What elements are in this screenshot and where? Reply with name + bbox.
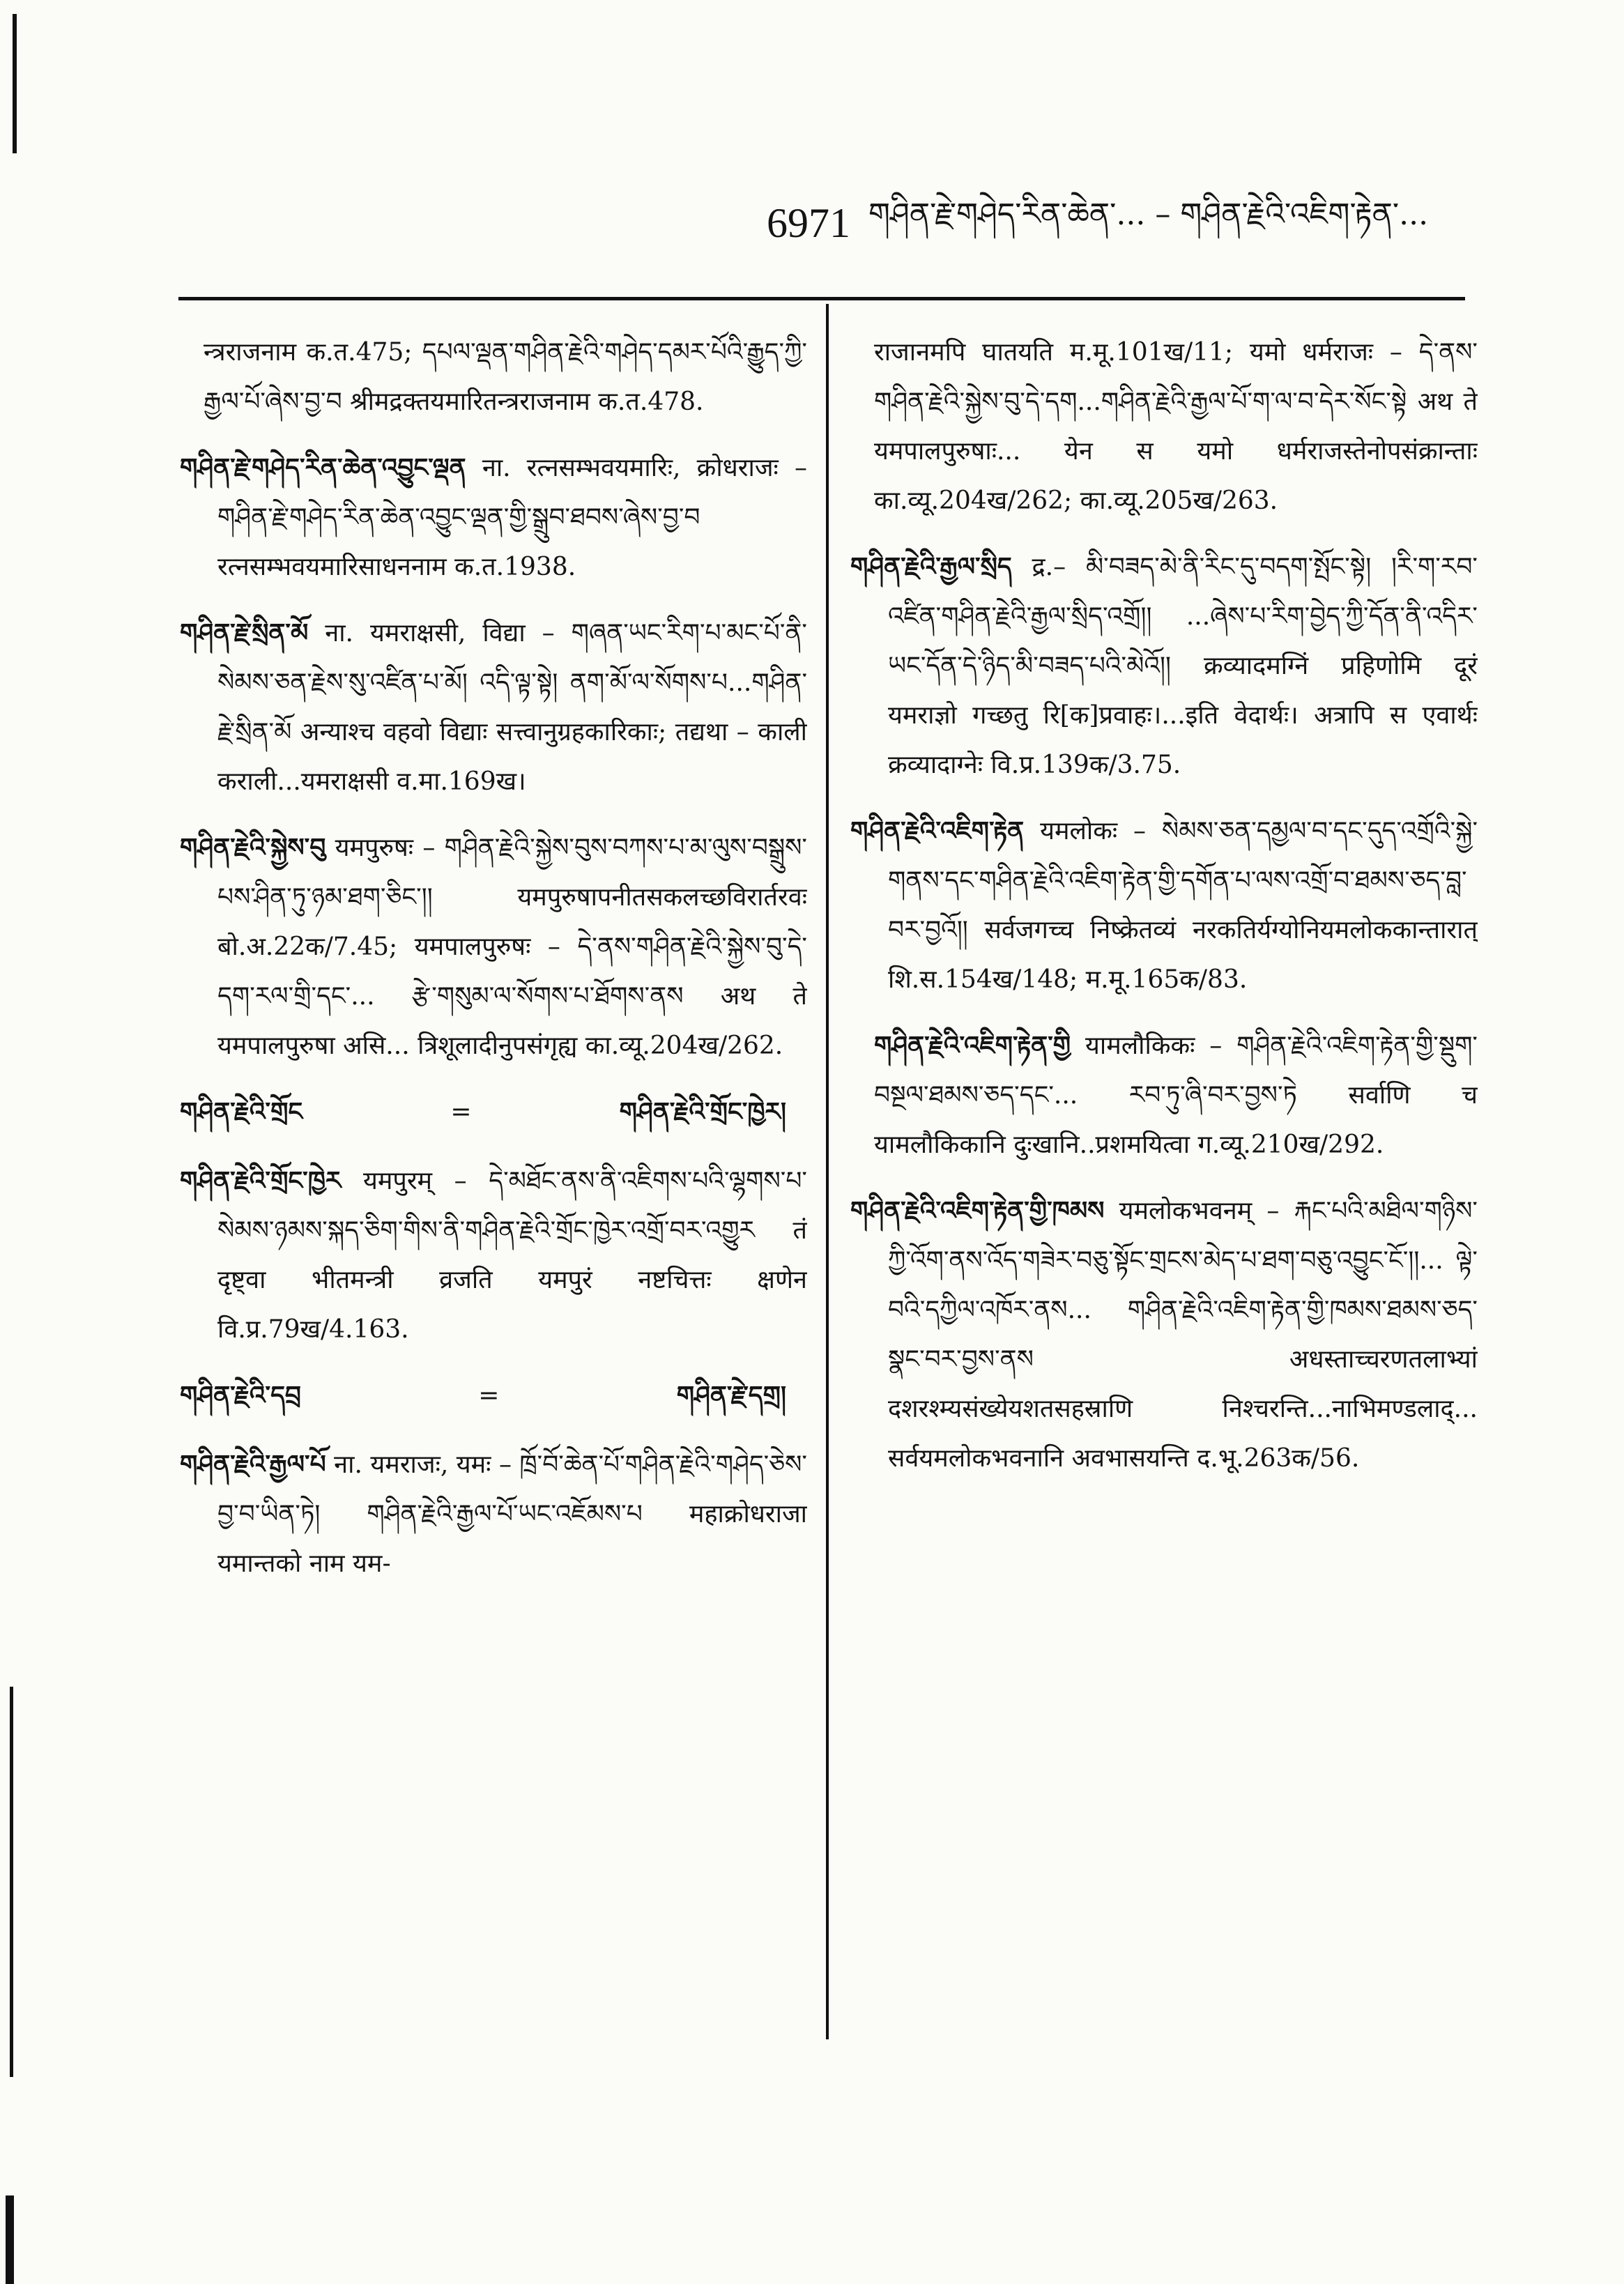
- page-number: 6971: [767, 199, 850, 246]
- entry-headword: གཤིན་རྗེའི་སྐྱེས་བུ: [180, 833, 326, 862]
- dictionary-entry: [850, 542, 1478, 790]
- xref-equals-sign: =: [450, 1098, 472, 1126]
- entry-headword: གཤིན་རྗེའི་འཇིག་རྟེན་གྱི་ཁམས: [850, 1196, 1105, 1225]
- dictionary-entry: [180, 443, 807, 592]
- xref-headword: གཤིན་རྗེའི་གྲོང: [180, 1097, 303, 1126]
- dictionary-subentry: [850, 1021, 1478, 1170]
- dictionary-entry: [180, 823, 807, 1071]
- entry-body: न्त्रराजनाम क.त.475; དཔལ་ལྡན་གཤིན་རྗེའི་གཤེད་དམར་པོའི་རྒྱུད་ཀྱི་རྒྱལ་པོ་ཞེས་བྱ་བ श्रीमद्रक्तयमारितन्त्रराजनाम क.त.478.: [204, 338, 807, 416]
- entry-headword: གཤིན་རྗེའི་རྒྱལ་སྲིད: [850, 552, 1012, 581]
- scan-edge-mark-bottom: [6, 2195, 14, 2284]
- page-header: [767, 188, 1478, 258]
- entry-headword: གཤིན་རྗེའི་འཇིག་རྟེན་གྱི: [874, 1031, 1071, 1060]
- dictionary-entry: [180, 1156, 807, 1354]
- dictionary-entry: [180, 328, 807, 427]
- xref-headword: གཤིན་རྗེའི་དབྲ: [180, 1381, 301, 1410]
- entry-body: यमपुरुषः – གཤིན་རྗེའི་སྐྱེས་བུས་བཀས་པ་མ་ལུས་བསྒྲུས་པས་ཤིན་ཏུ་ཉམ་ཐག་ཅིང་།། यमपुरुषापनीतसकलच्छविरार्तरवः बो.अ.22क/7.45; यमपालपुरुषः – དེ་ནས་གཤིན་རྗེའི་སྐྱེས་བུ་དེ་དག་རལ་གྲི་དང་... རྩེ་གསུམ་ལ་སོགས་པ་ཐོགས་ནས अथ ते यमपालपुरुषा असि... त्रिशूलादीनुपसंगृह्य का.व्यू.204ख/262.: [217, 834, 807, 1060]
- xref-equals-sign: =: [478, 1381, 500, 1410]
- entry-headword: གཤིན་རྗེའི་འཇིག་རྟེན: [850, 816, 1025, 845]
- entry-body: यामलौकिकः – གཤིན་རྗེའི་འཇིག་རྟེན་གྱི་སྡུག་བསྔལ་ཐམས་ཅད་དང་... རབ་ཏུ་ཞི་བར་བྱས་ཏེ सर्वाणि च यामलौकिकानि दुःखानि..प्रशमयित्वा ग.व्यू.210ख/292.: [874, 1032, 1478, 1159]
- xref-target: གཤིན་རྗེ་དགྲ།: [676, 1381, 786, 1410]
- dictionary-entry: [850, 1186, 1478, 1483]
- entry-body: यमपुरम् – དེ་མཐོང་ནས་ནི་འཇིགས་པའི་ལྷགས་པ་སེམས་ཉམས་སྐད་ཅིག་གིས་ནི་གཤིན་རྗེའི་གྲོང་ཁྱེར་འགྲོ་བར་འགྱུར तं दृष्ट्वा भीतमन्त्री व्रजति यमपुरं नष्टचित्तः क्षणेन वि.प्र.79ख/4.163.: [217, 1167, 807, 1344]
- entry-body: द्र.– མི་བཟད་མེ་ནི་རིང་དུ་བདག་སྤོང་སྟེ། །རི་ག་རབ་འཛིན་གཤིན་རྗེའི་རྒྱལ་སྲིད་འགྲོ།། ...ཞེས་པ་རིག་བྱེད་ཀྱི་དོན་ནི་འདིར་ཡང་དོན་དེ་ཉིད་མི་བཟད་པའི་མེའོ།། क्रव्यादमग्निं प्रहिणोमि दूरं यमराज्ञो गच्छतु रि[क]प्रवाहः।...इति वेदार्थः। अत्रापि स एवार्थः क्रव्यादाग्नेः वि.प्र.139क/3.75.: [888, 553, 1478, 779]
- header-rule: [178, 297, 1465, 300]
- entry-body: ना. रत्नसम्भवयमारिः, क्रोधराजः – གཤིན་རྗེ་གཤེད་རིན་ཆེན་འབྱུང་ལྡན་གྱི་སྒྲུབ་ཐབས་ཞེས་བྱ་བ रत्नसम्भवयमारिसाधननाम क.त.1938.: [217, 454, 807, 581]
- entry-headword: གཤིན་རྗེ་གཤེད་རིན་ཆེན་འབྱུང་ལྡན: [180, 453, 466, 482]
- entry-body: ना. यमराक्षसी, विद्या – གཞན་ཡང་རིག་པ་མང་པོ་ནི་སེམས་ཅན་རྗེས་སུ་འཛིན་པ་མོ། འདི་ལྟ་སྟེ། ནག་མོ་ལ་སོགས་པ...གཤིན་རྗེ་སྲིན་མོ अन्याश्च वहवो विद्याः सत्त्वानुग्रहकारिकाः; तद्यथा – काली कराली...यमराक्षसी व.मा.169ख।: [217, 619, 807, 796]
- entry-headword: གཤིན་རྗེ་སྲིན་མོ: [180, 618, 309, 647]
- entry-body: ना. यमराजः, यमः – ཁྲོ་བོ་ཆེན་པོ་གཤིན་རྗེའི་གཤེད་ཅེས་བྱ་བ་ཡིན་ཏེ། གཤིན་རྗེའི་རྒྱལ་པོ་ཡང་འཇོམས་པ महाक्रोधराजा यमान्तको नाम यम-: [217, 1450, 807, 1578]
- entry-body: राजानमपि घातयति म.मू.101ख/11; यमो धर्मराजः – དེ་ནས་གཤིན་རྗེའི་སྐྱེས་བུ་དེ་དག...གཤིན་རྗེའི་རྒྱལ་པོ་ག་ལ་བ་དེར་སོང་སྟེ अथ ते यमपालपुरुषाः... येन स यमो धर्मराजस्तेनोपसंक्रान्ताः का.व्यू.204ख/262; का.व्यू.205ख/263.: [874, 338, 1478, 515]
- dictionary-entry: [180, 1440, 807, 1588]
- xref-target: གཤིན་རྗེའི་གྲོང་ཁྱེར།: [619, 1097, 786, 1126]
- column-divider: [826, 304, 829, 2039]
- right-column: [850, 328, 1478, 2042]
- dictionary-entry: [180, 608, 807, 806]
- dictionary-entry: [850, 328, 1478, 526]
- cross-reference-entry: [180, 1371, 807, 1420]
- cross-reference-entry: [180, 1087, 807, 1137]
- entry-body: यमलोकभवनम् – རྐང་པའི་མཐིལ་གཉིས་ཀྱི་འོག་ནས་འོད་གཟེར་བཅུ་སྟོང་གྲངས་མེད་པ་ཐག་བཅུ་འབྱུང་ངོ་།།... ལྟེ་བའི་དཀྱིལ་འཁོར་ནས... གཤིན་རྗེའི་འཇིག་རྟེན་གྱི་ཁམས་ཐམས་ཅད་སྣང་བར་བྱས་ནས अधस्ताच्चरणतलाभ्यां दशरश्म्यसंख्येयशतसहस्राणि निश्चरन्ति...नाभिमण्डलाद्... सर्वयमलोकभवनानि अवभासयन्ति द.भू.263क/56.: [888, 1197, 1478, 1473]
- scan-edge-mark-top: [13, 14, 17, 153]
- entry-body: यमलोकः – སེམས་ཅན་དམྱལ་བ་དང་དུད་འགྲོའི་སྐྱེ་གནས་དང་གཤིན་རྗེའི་འཇིག་རྟེན་གྱི་དགོན་པ་ལས་འགྲོ་བ་ཐམས་ཅད་བླ་བར་བྱའོ།། सर्वजगच्च निष्क्रेतव्यं नरकतिर्यग्योनियमलोककान्तारात् शि.स.154ख/148; म.मू.165क/83.: [888, 817, 1478, 994]
- running-head: གཤིན་རྗེ་གཤེད་རིན་ཆེན་... – གཤིན་རྗེའི་འཇིག་རྟེན་...: [868, 197, 1429, 232]
- scan-edge-mark-middle: [10, 1687, 13, 2077]
- entry-headword: གཤིན་རྗེའི་རྒྱལ་པོ: [180, 1450, 326, 1479]
- left-column: [180, 328, 807, 2042]
- dictionary-entry: [850, 806, 1478, 1004]
- entry-headword: གཤིན་རྗེའི་གྲོང་ཁྱེར: [180, 1166, 342, 1195]
